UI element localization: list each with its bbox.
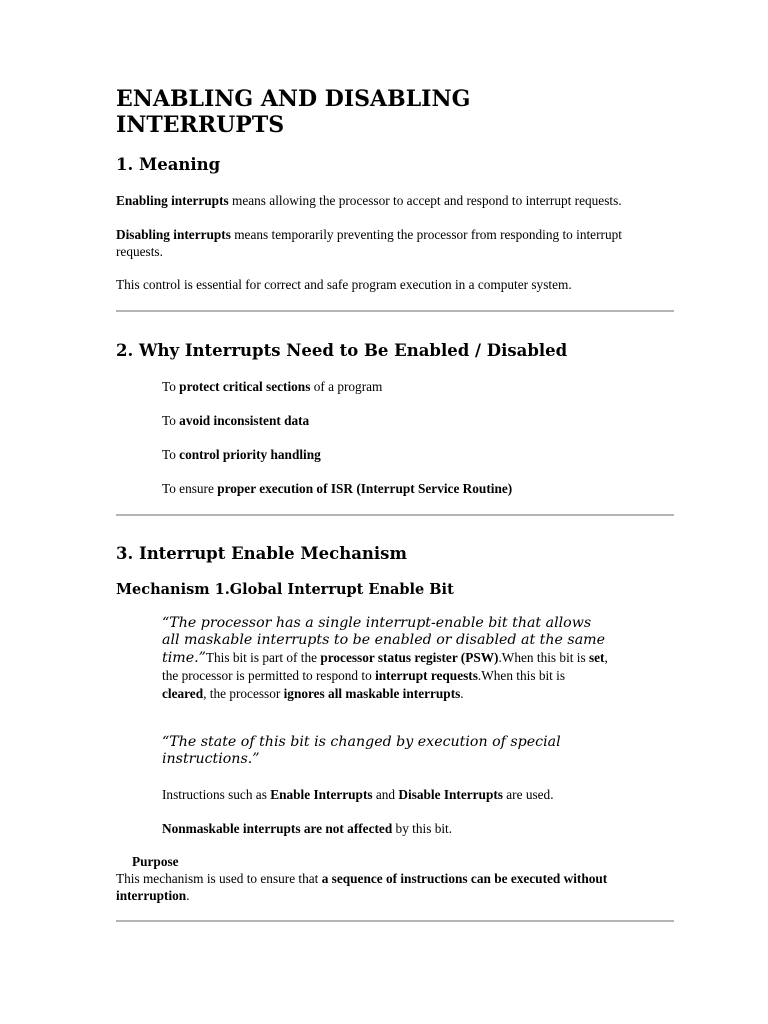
section-heading-why: 2. Why Interrupts Need to Be Enabled / Disabled: [116, 341, 568, 360]
nonmaskable-note: Nonmaskable interrupts are not affected by this bit.: [162, 821, 453, 836]
instructions-note: Instructions such as Enable Interrupts and Disable Interrupts are used.: [162, 787, 554, 802]
quote-bit-state: “The state of this bit is changed by execution of special instructions.”: [162, 734, 561, 767]
purpose-label: Purpose: [132, 854, 179, 869]
section-heading-mechanism: 3. Interrupt Enable Mechanism: [116, 544, 407, 563]
page-title: ENABLING AND DISABLING INTERRUPTS: [116, 86, 471, 138]
enabling-definition: [116, 192, 661, 209]
disabling-term: Disabling interrupts: [116, 227, 231, 242]
divider: [116, 514, 674, 516]
disabling-text: means temporarily preventing the processor from responding to interrupt requests.: [116, 227, 622, 259]
divider: [116, 310, 674, 312]
reason-item: To avoid inconsistent data: [162, 413, 310, 428]
global-bit-explanation: “The processor has a single interrupt-enable bit that allows all maskable interrupts to be enabled or disabled at the same time.”This bit is part of the processor status register (PSW).When this bit is set, the processor is permitted to respond to interrupt requests.When this bit is cleared, the processor ignores all maskable interrupts.: [162, 615, 608, 701]
reason-item: To ensure proper execution of ISR (Interrupt Service Routine): [162, 481, 513, 496]
mechanism-subheading: Mechanism 1.Global Interrupt Enable Bit: [116, 581, 454, 598]
purpose-text: This mechanism is used to ensure that a sequence of instructions can be executed without interruption.: [116, 871, 608, 903]
section-heading-meaning: 1. Meaning: [116, 155, 221, 174]
quote-processor-bit: “The processor has a single interrupt-enable bit that allows all maskable interrupts to be enabled or disabled at the same time.”: [162, 615, 606, 666]
reason-item: To protect critical sections of a program: [162, 379, 383, 394]
divider: [116, 920, 674, 922]
reason-item: To control priority handling: [162, 447, 321, 462]
control-note: This control is essential for correct and safe program execution in a computer system.: [116, 277, 572, 292]
enabling-term: Enabling interrupts: [116, 193, 229, 208]
disabling-definition: [116, 226, 661, 260]
enabling-text: means allowing the processor to accept and respond to interrupt requests.: [228, 193, 622, 208]
